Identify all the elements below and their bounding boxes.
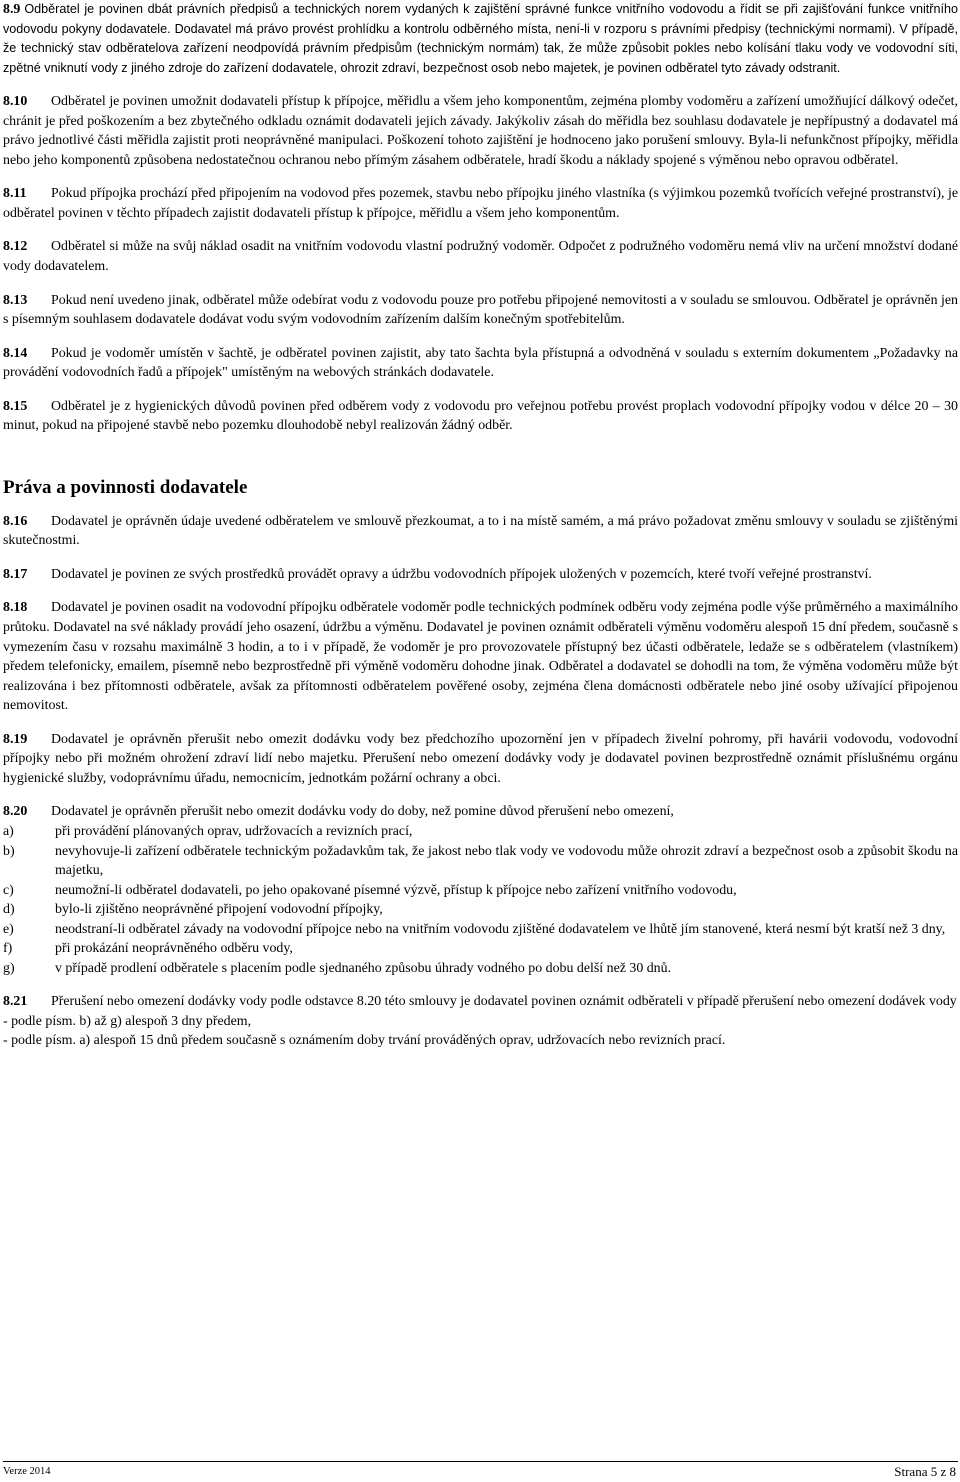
- list-item: [3, 959, 958, 979]
- list-item-text: v případě prodlení odběratele s placením podle sjednaného způsobu úhrady vodného po dobu delší než 30 dnů.: [55, 960, 672, 976]
- paragraph-number: 8.14: [3, 345, 28, 361]
- paragraph-text-sans: Odběratel je povinen dbát právních předpisů a technických norem vydaných k zajištění správné funkce vnitřního vodovodu a řídit se při zajišťování funkce vnitřního vodovodu pokyny dodavatele. Dodavatel má právo provést prohlídku a kontrolu odběrného místa, není-li v rozporu s právními předpisy (technickými normami).: [3, 2, 958, 36]
- paragraph-text: Odběratel je povinen umožnit dodavateli přístup k přípojce, měřidlu a všem jeho komponentům, zejména plomby vodoměru a zařízení umožňující dálkový odečet, chránit je před poškozením a bez zbytečného odkladu oznámit dodavateli jejich závady. Jakýkoliv zásah do měřidla bez souhlasu dodavatele je nepřípustný a dodavatel má právo jednotlivé části měřidla zajistit proti neoprávněné manipulaci. Poškození tohoto zajištění je hodnoceno jako porušení smlouvy. Byla-li nefunkčnost přípojky, měřidla nebo jeho komponentů způsobena nedostatečnou ochranou nebo přímým zásahem odběratele, hradí škodu a náklady spojené s výměnou nebo opravou odběratel.: [3, 94, 958, 168]
- paragraph-text: Dodavatel je oprávněn přerušit nebo omezit dodávku vody do doby, než pomine důvod přerušení nebo omezení,: [51, 804, 674, 820]
- paragraph-number: 8.20: [3, 804, 28, 820]
- paragraph-text: Pokud přípojka prochází před připojením na vodovod přes pozemek, stavbu nebo přípojku jiného vlastníka (s výjimkou pozemků tvořících veřejné prostranství), je odběratel povinen v těchto případech zajistit dodavateli přístup k přípojce, měřidlu a všem jeho komponentům.: [3, 186, 958, 221]
- paragraph-8-15: [3, 397, 958, 436]
- list-marker: b): [3, 843, 15, 859]
- paragraph-text: Pokud není uvedeno jinak, odběratel může odebírat vodu z vodovodu pouze pro potřebu připojené nemovitosti a v souladu se smlouvou. Odběratel je oprávněn jen s písemným souhlasem dodavatele dodávat vodu svým vodovodním zařízením dalším konečným spotřebitelům.: [3, 292, 958, 328]
- paragraph-8-18: [3, 598, 958, 715]
- reasons-list: [3, 822, 958, 978]
- paragraph-text: Odběratel si může na svůj náklad osadit na vnitřním vodovodu vlastní podružný vodoměr. Odpočet z podružného vodoměru nemá vliv na určení množství dodané vody dodavatelem.: [3, 239, 958, 275]
- paragraph-number: 8.17: [3, 566, 28, 582]
- paragraph-text: Pokud je vodoměr umístěn v šachtě, je odběratel povinen zajistit, aby tato šachta byla přístupná a odvodněná v souladu s externím dokumentem „Požadavky na provádění vodovodních řadů a přípojek" umístěným na webových stránkách dodavatele.: [3, 345, 958, 381]
- list-item-text: neumožní-li odběratel dodavateli, po jeho opakované písemné výzvě, přístup k přípojce nebo zařízení vnitřního vodovodu,: [55, 882, 737, 898]
- paragraph-number: 8.19: [3, 731, 28, 747]
- paragraph-8-21: [3, 992, 958, 1012]
- list-item: [3, 920, 958, 940]
- footer-divider: [3, 1461, 958, 1462]
- paragraph-8-17: [3, 565, 958, 585]
- list-item-text: nevyhovuje-li zařízení odběratele technickým požadavkům tak, že jakost nebo tlak vody ve vodovodu může ohrozit zdraví a bezpečnost osob a způsobit škodu na majetku,: [55, 843, 958, 879]
- paragraph-8-13: [3, 291, 958, 330]
- list-marker: a): [3, 823, 14, 839]
- paragraph-number: 8.12: [3, 239, 28, 255]
- list-marker: d): [3, 902, 15, 918]
- paragraph-text: Dodavatel je oprávněn údaje uvedené odběratelem ve smlouvě přezkoumat, a to i na místě samém, a má právo požadovat změnu smlouvy v souladu se zjištěnými skutečnostmi.: [3, 513, 958, 549]
- paragraph-text: Dodavatel je povinen ze svých prostředků provádět opravy a údržbu vodovodních přípojek uložených v pozemcích, které tvoří veřejné prostranství.: [51, 566, 872, 582]
- dash-item: - podle písm. a) alespoň 15 dnů předem současně s oznámením doby trvání prováděných oprav, udržovacích nebo revizních prací.: [3, 1033, 726, 1049]
- paragraph-text: Přerušení nebo omezení dodávky vody podle odstavce 8.20 této smlouvy je dodavatel povinen oznámit odběrateli v případě přerušení nebo omezení dodávek vody: [51, 994, 957, 1010]
- list-marker: g): [3, 960, 15, 976]
- paragraph-8-10: [3, 92, 958, 170]
- paragraph-text: Dodavatel je povinen osadit na vodovodní přípojku odběratele vodoměr podle technických podmínek odběru vody zejména podle výše průměrného a maximálního průtoku. Dodavatel na své náklady provádí jeho osazení, údržbu a výměnu. Dodavatel je povinen oznámit odběrateli výměnu vodoměru alespoň 15 dní předem, současně s vymezením času v rozsahu maximálně 3 hodin, a to i v případě, že vodoměr je pro provozovatele přístupný bez účasti odběratele, ledaže se s odběratelem (vlastníkem) předem telefonicky, emailem, písemně nebo bezprostředně při výměně vodoměru dohodne jinak. Odběratel a dodavatel se dohodli na tom, že výměna vodoměru může být realizována i bez přítomnosti odběratele, avšak za přítomnosti odběratelem pověřené osoby, zejména člena domácnosti odběratele nebo jiné osoby užívající připojenou nemovitost.: [3, 600, 958, 714]
- list-item: [3, 881, 958, 901]
- paragraph-8-11: [3, 184, 958, 223]
- paragraph-number: 8.10: [3, 94, 28, 110]
- paragraph-8-9: [3, 0, 958, 78]
- list-item: [3, 842, 958, 881]
- list-item: [3, 822, 958, 842]
- list-marker: c): [3, 882, 14, 898]
- paragraph-8-20: [3, 802, 958, 822]
- paragraph-number: 8.15: [3, 398, 28, 414]
- paragraph-8-14: [3, 344, 958, 383]
- paragraph-number: 8.9: [3, 2, 21, 17]
- paragraph-number: 8.11: [3, 186, 27, 202]
- paragraph-8-12: [3, 237, 958, 276]
- list-item-text: při provádění plánovaných oprav, udržovacích a revizních prací,: [55, 823, 413, 839]
- paragraph-text: Dodavatel je oprávněn přerušit nebo omezit dodávku vody bez předchozího upozornění jen v případech živelní pohromy, při havárii vodovodu, vodovodní přípojky nebo při možném ohrožení zdraví lidí nebo majetku. Přerušení nebo omezení dodávky vody je dodavatel povinen bezprostředně oznámit příslušnému orgánu hygienické služby, vodoprávnímu úřadu, nemocnicím, jednotkám požární ochrany a obci.: [3, 731, 958, 786]
- paragraph-number: 8.21: [3, 994, 28, 1010]
- list-marker: e): [3, 921, 14, 937]
- dash-item: - podle písm. b) až g) alespoň 3 dny předem,: [3, 1013, 252, 1029]
- paragraph-8-19: [3, 730, 958, 789]
- section-heading: Práva a povinnosti dodavatele: [3, 476, 248, 498]
- paragraph-number: 8.13: [3, 292, 28, 308]
- list-item: [3, 900, 958, 920]
- paragraph-text-sans: V případě, že technický stav odběratelova zařízení neodpovídá právním předpisům (technickým normám) tak, že může způsobit pokles nebo kolísání tlaku vody ve vodovodní síti, zpětné vniknutí vody z jiného zdroje do zařízení dodavatele, ohrozit zdraví, bezpečnost osob nebo majetek, je povinen odběratel tyto závady odstranit.: [3, 21, 958, 75]
- paragraph-8-16: [3, 512, 958, 551]
- list-item-text: neodstraní-li odběratel závady na vodovodní přípojce nebo na vnitřním vodovodu zjištěné dodavatelem ve lhůtě jím stanovené, která nesmí být kratší než 3 dny,: [55, 921, 946, 937]
- list-item-text: při prokázání neoprávněného odběru vody,: [55, 941, 293, 957]
- document-body: [3, 0, 958, 1051]
- list-item-text: bylo-li zjištěno neoprávněné připojení vodovodní přípojky,: [55, 902, 383, 918]
- paragraph-text: Odběratel je z hygienických důvodů povinen před odběrem vody z vodovodu pro veřejnou potřebu provést proplach vodovodní přípojky vodou v délce 20 – 30 minut, pokud na připojené stavbě nebo pozemku dlouhodobě nebyl realizován žádný odběr.: [3, 398, 958, 434]
- footer-version: Verze 2014: [3, 1466, 51, 1477]
- paragraph-number: 8.16: [3, 513, 28, 529]
- list-item: [3, 939, 958, 959]
- footer-page-number: Strana 5 z 8: [894, 1464, 956, 1479]
- list-marker: f): [3, 941, 13, 957]
- paragraph-number: 8.18: [3, 600, 28, 616]
